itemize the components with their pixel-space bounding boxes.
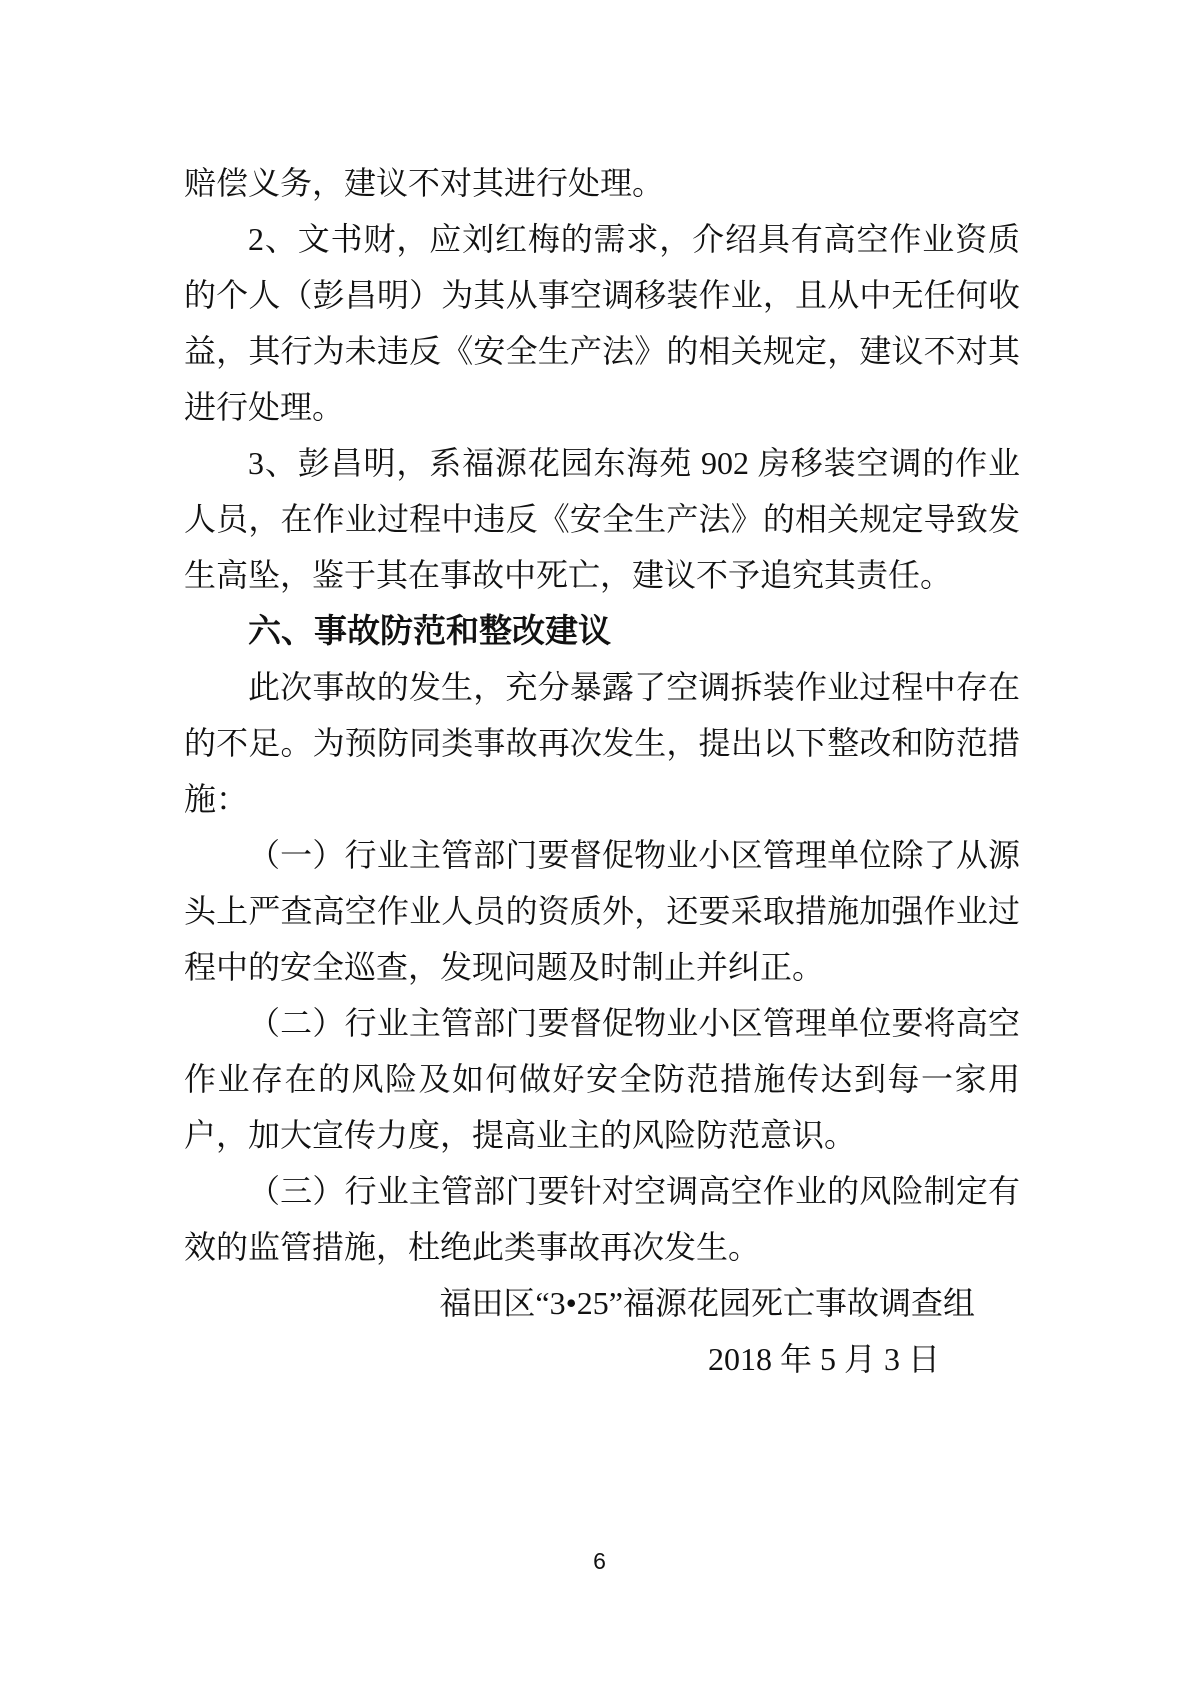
text-line: 的不足。为预防同类事故再次发生，提出以下整改和防范措 bbox=[184, 725, 1020, 761]
text-line: 人员，在作业过程中违反《安全生产法》的相关规定导致发 bbox=[184, 501, 1020, 537]
text-line: 进行处理。 bbox=[184, 389, 345, 425]
text-line: 效的监管措施，杜绝此类事故再次发生。 bbox=[184, 1229, 761, 1265]
text-line: 程中的安全巡查，发现问题及时制止并纠正。 bbox=[184, 949, 825, 985]
section-heading: 六、事故防范和整改建议 bbox=[248, 612, 611, 649]
text-line: 赔偿义务，建议不对其进行处理。 bbox=[184, 165, 665, 201]
text-line: 作业存在的风险及如何做好安全防范措施传达到每一家用 bbox=[184, 1061, 1020, 1097]
document-text-block bbox=[184, 155, 1020, 1387]
date-line: 2018 年 5 月 3 日 bbox=[707, 1341, 940, 1377]
text-line: 益，其行为未违反《安全生产法》的相关规定，建议不对其 bbox=[184, 333, 1020, 369]
text-line: 此次事故的发生，充分暴露了空调拆装作业过程中存在 bbox=[248, 669, 1020, 705]
text-line: 3、彭昌明，系福源花园东海苑 902 房移装空调的作业 bbox=[248, 445, 1020, 481]
page-number: 6 bbox=[593, 1548, 606, 1574]
text-line: 2、文书财，应刘红梅的需求，介绍具有高空作业资质 bbox=[248, 221, 1020, 257]
signature-line: 福田区“3•25”福源花园死亡事故调查组 bbox=[439, 1285, 975, 1321]
text-line: 生高坠，鉴于其在事故中死亡，建议不予追究其责任。 bbox=[184, 557, 953, 593]
text-line: 施： bbox=[184, 781, 249, 817]
text-line: 头上严查高空作业人员的资质外，还要采取措施加强作业过 bbox=[184, 893, 1020, 929]
text-line: （三）行业主管部门要针对空调高空作业的风险制定有 bbox=[248, 1173, 1020, 1209]
text-line: （一）行业主管部门要督促物业小区管理单位除了从源 bbox=[248, 837, 1020, 873]
text-line: 的个人（彭昌明）为其从事空调移装作业，且从中无任何收 bbox=[184, 277, 1020, 313]
text-line: （二）行业主管部门要督促物业小区管理单位要将高空 bbox=[248, 1005, 1020, 1041]
text-line: 户，加大宣传力度，提高业主的风险防范意识。 bbox=[184, 1117, 857, 1153]
